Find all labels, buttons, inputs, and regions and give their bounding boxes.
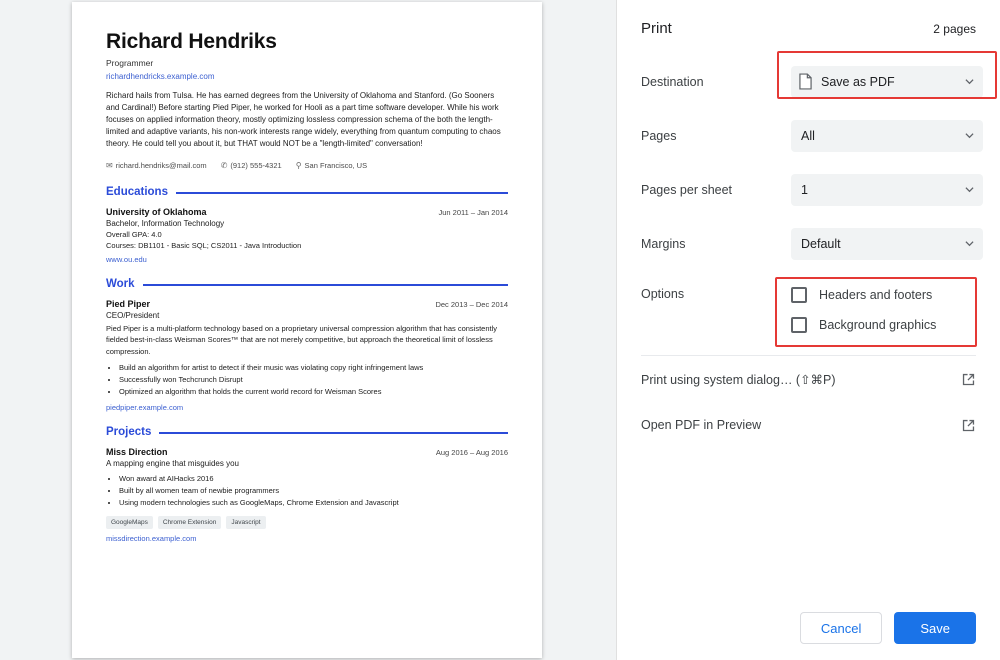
contact-email: [106, 161, 207, 170]
chevron-down-icon: [965, 239, 974, 248]
row-options: [641, 271, 976, 347]
headers-and-footers-checkbox[interactable]: [791, 287, 807, 303]
contact-phone-text: (912) 555-4321: [230, 161, 282, 170]
pages-label: Pages: [641, 129, 677, 143]
pages-per-sheet-label: Pages per sheet: [641, 183, 733, 197]
dialog-footer: [800, 612, 976, 644]
destination-select[interactable]: [791, 66, 983, 98]
location-icon: ⚲: [295, 161, 302, 170]
options-label: Options: [641, 287, 685, 301]
chevron-down-icon: [965, 131, 974, 140]
page-count-label: 2 pages: [933, 21, 976, 36]
entry-organization: Pied Piper: [106, 299, 151, 309]
external-link-icon: [961, 372, 976, 387]
background-graphics-checkbox[interactable]: [791, 317, 807, 333]
option-headers-and-footers[interactable]: [791, 287, 976, 303]
external-link-icon: [961, 418, 976, 433]
resume-contacts: [106, 161, 508, 170]
margins-value: Default: [801, 237, 841, 251]
pages-per-sheet-value: 1: [801, 183, 808, 197]
cancel-button[interactable]: Cancel: [800, 612, 882, 644]
resume-name: Richard Hendriks: [106, 30, 277, 53]
resume-entry: [106, 299, 508, 412]
preview-page-1: [72, 2, 542, 658]
bullet-item: • Optimized an algorithm that holds the current world record for Weisman Scores: [119, 386, 508, 398]
contact-email-text: richard.hendriks@mail.com: [115, 161, 207, 170]
entry-header: [106, 299, 508, 309]
resume-section-educations: [106, 186, 508, 264]
margins-label: Margins: [641, 237, 686, 251]
pages-per-sheet-select[interactable]: [791, 174, 983, 206]
entry-tags: [106, 516, 508, 529]
print-settings-pane: [616, 0, 1000, 660]
save-button[interactable]: Save: [894, 612, 976, 644]
resume-summary: Richard hails from Tulsa. He has earned degrees from the University of Oklahoma and Stanford. (Go Sooners and Cardinal!) Before starting Pied Piper, he worked for Hooli as a part time software developer. While his work focuses on applied information theory, mostly optimizing lossless compression schema of the both the length-limited and adaptive variants, his non-work interests range widely, everything from quantum computing to chaos theory. He could tell you about it, but THAT would NOT be a "length-limited" conversation!: [106, 91, 501, 148]
contact-location: [296, 161, 367, 170]
option-background-graphics[interactable]: [791, 317, 976, 333]
tag-item: Chrome Extension: [158, 516, 221, 529]
chevron-down-icon: [965, 77, 974, 86]
entry-date: Dec 2013 – Dec 2014: [435, 300, 508, 309]
destination-label: Destination: [641, 75, 704, 89]
row-margins: [641, 217, 976, 271]
entry-description: Pied Piper is a multi-platform technology based on a proprietary universal compression algorithm that has consistently fielded best-in-class Weisman Scores™ that are not merely competitive, but approach the theoretical limit of lossless compression.: [106, 324, 498, 356]
mail-icon: ✉: [106, 161, 113, 170]
section-rule: [176, 192, 508, 194]
tag-item: Javascript: [226, 516, 265, 529]
entry-subtitle: CEO/President: [106, 311, 160, 320]
pages-select[interactable]: [791, 120, 983, 152]
contact-location-text: San Francisco, US: [304, 161, 368, 170]
resume-section-projects: [106, 426, 508, 543]
section-header: [106, 186, 508, 198]
print-using-system-dialog-label: Print using system dialog… (⇧⌘P): [641, 372, 836, 387]
pages-control: [791, 120, 983, 152]
bullet-item: • Successfully won Techcrunch Disrupt: [119, 374, 508, 386]
pages-per-sheet-control: [791, 174, 983, 206]
section-title: Educations: [106, 186, 168, 198]
margins-select[interactable]: [791, 228, 983, 260]
bullet-item: • Built by all women team of newbie programmers: [119, 485, 508, 497]
tag-item: GoogleMaps: [106, 516, 153, 529]
section-header: [106, 278, 508, 290]
resume-document: [72, 2, 542, 567]
open-pdf-in-preview-label: Open PDF in Preview: [641, 418, 762, 432]
resume-section-work: [106, 278, 508, 412]
open-pdf-in-preview-row[interactable]: [641, 402, 976, 448]
phone-icon: ✆: [220, 161, 228, 170]
entry-detail-gpa: Overall GPA: 4.0: [106, 230, 162, 239]
destination-control: [791, 66, 983, 98]
pages-value: All: [801, 129, 815, 143]
entry-organization: University of Oklahoma: [106, 207, 207, 217]
entry-bullets: [106, 362, 508, 398]
section-title: Work: [106, 278, 135, 290]
pdf-document-icon: [799, 73, 812, 90]
resume-role: Programmer: [106, 58, 154, 68]
resume-entry: [106, 447, 508, 543]
entry-link: www.ou.edu: [106, 255, 147, 264]
entry-header: [106, 207, 508, 217]
bullet-item: • Using modern technologies such as GoogleMaps, Chrome Extension and Javascript: [119, 497, 508, 509]
row-destination: [641, 55, 976, 109]
entry-bullets: [106, 473, 508, 509]
entry-link: piedpiper.example.com: [106, 402, 184, 412]
section-header: [106, 426, 508, 438]
bullet-item: • Won award at AIHacks 2016: [119, 473, 508, 485]
background-graphics-label: Background graphics: [819, 318, 937, 332]
entry-subtitle: Bachelor, Information Technology: [106, 219, 225, 228]
destination-value: Save as PDF: [821, 75, 895, 89]
contact-phone: [221, 161, 282, 170]
row-pages: [641, 109, 976, 163]
entry-date: Aug 2016 – Aug 2016: [435, 447, 508, 457]
entry-organization: Miss Direction: [106, 446, 168, 457]
margins-control: [791, 228, 983, 260]
row-pages-per-sheet: [641, 163, 976, 217]
section-rule: [143, 284, 508, 286]
print-using-system-dialog-row[interactable]: [641, 356, 976, 402]
entry-link: missdirection.example.com: [106, 533, 197, 543]
entry-subtitle: A mapping engine that misguides you: [106, 458, 239, 468]
section-rule: [159, 432, 508, 434]
chevron-down-icon: [965, 185, 974, 194]
section-title: Projects: [106, 425, 152, 438]
entry-detail-courses: Courses: DB1101 - Basic SQL; CS2011 - Java Introduction: [106, 241, 302, 250]
entry-header: [106, 447, 508, 457]
options-control: [791, 287, 976, 347]
headers-and-footers-label: Headers and footers: [819, 288, 933, 302]
print-header: [641, 0, 976, 55]
page-title: Print: [641, 20, 672, 37]
resume-website: richardhendricks.example.com: [106, 72, 215, 81]
resume-entry: [106, 207, 508, 264]
entry-date: Jun 2011 – Jan 2014: [438, 208, 508, 217]
bullet-item: • Build an algorithm for artist to detect if their music was violating copy right infringement laws: [119, 362, 508, 374]
